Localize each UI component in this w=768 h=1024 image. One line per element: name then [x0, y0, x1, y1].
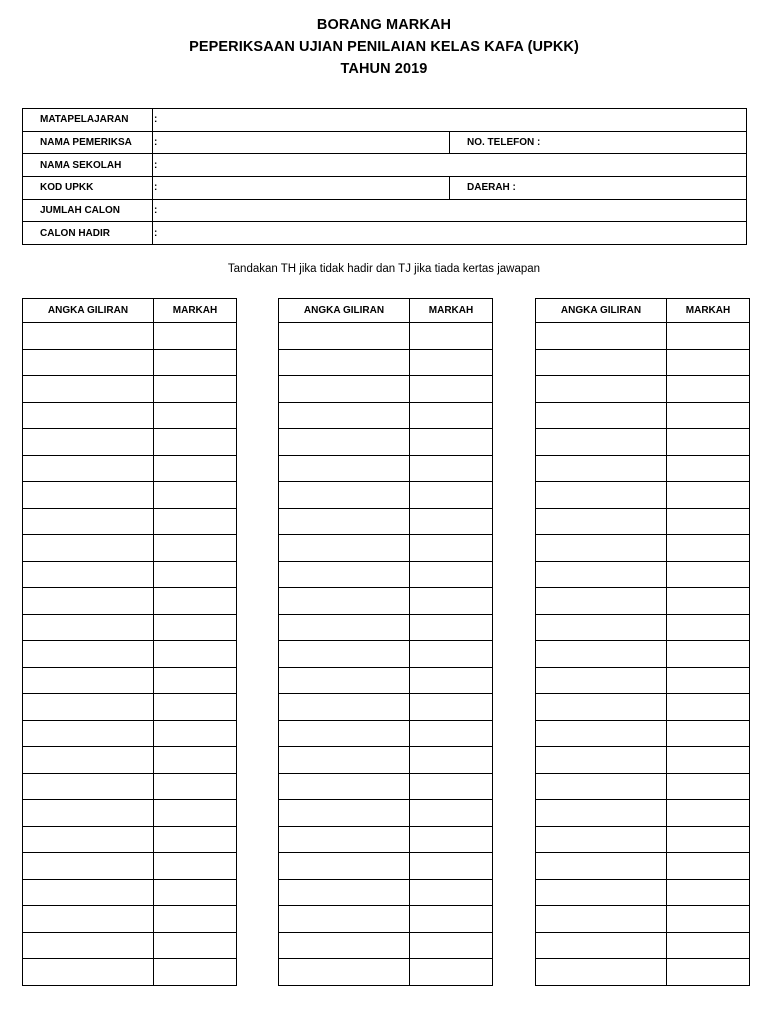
markah-cell[interactable]: [410, 773, 493, 800]
angka-giliran-cell[interactable]: [23, 667, 154, 694]
table-row: [23, 826, 237, 853]
markah-cell[interactable]: [410, 323, 493, 350]
markah-cell[interactable]: [667, 376, 750, 403]
table-row: [279, 376, 493, 403]
table-row: [279, 429, 493, 456]
angka-giliran-cell[interactable]: [23, 959, 154, 986]
header-angka-giliran: ANGKA GILIRAN: [23, 299, 154, 323]
field-no-telefon[interactable]: [450, 131, 747, 154]
angka-giliran-cell[interactable]: [23, 482, 154, 509]
markah-cell[interactable]: [154, 535, 237, 562]
markah-cell[interactable]: [667, 932, 750, 959]
table-row: [23, 535, 237, 562]
angka-giliran-cell[interactable]: [279, 349, 410, 376]
markah-cell[interactable]: [154, 482, 237, 509]
markah-cell[interactable]: [667, 747, 750, 774]
angka-giliran-cell[interactable]: [279, 508, 410, 535]
markah-cell[interactable]: [154, 455, 237, 482]
angka-giliran-cell[interactable]: [279, 959, 410, 986]
angka-giliran-cell[interactable]: [279, 455, 410, 482]
field-daerah[interactable]: [450, 177, 747, 200]
field-jumlah-calon[interactable]: [153, 199, 747, 222]
markah-cell[interactable]: [667, 323, 750, 350]
table-row: [536, 906, 750, 933]
colon: :: [154, 137, 158, 149]
marks-table-header: [23, 299, 237, 323]
table-row: [536, 376, 750, 403]
table-row: [23, 588, 237, 615]
form-header: [0, 14, 768, 80]
table-row: [279, 641, 493, 668]
row-calon-hadir: [23, 222, 747, 245]
header-angka-giliran: ANGKA GILIRAN: [279, 299, 410, 323]
table-row: [536, 482, 750, 509]
table-row: [536, 853, 750, 880]
angka-giliran-cell[interactable]: [23, 747, 154, 774]
markah-cell[interactable]: [667, 349, 750, 376]
table-row: [279, 535, 493, 562]
header-angka-giliran: ANGKA GILIRAN: [536, 299, 667, 323]
table-row: [279, 455, 493, 482]
table-row: [279, 323, 493, 350]
markah-cell[interactable]: [154, 349, 237, 376]
angka-giliran-cell[interactable]: [279, 535, 410, 562]
angka-giliran-cell[interactable]: [536, 773, 667, 800]
table-row: [279, 402, 493, 429]
table-row: [23, 455, 237, 482]
markah-cell[interactable]: [410, 694, 493, 721]
angka-giliran-cell[interactable]: [279, 376, 410, 403]
markah-cell[interactable]: [667, 641, 750, 668]
angka-giliran-cell[interactable]: [536, 482, 667, 509]
table-row: [23, 561, 237, 588]
table-row: [279, 959, 493, 986]
angka-giliran-cell[interactable]: [536, 323, 667, 350]
markah-cell[interactable]: [667, 773, 750, 800]
angka-giliran-cell[interactable]: [536, 959, 667, 986]
markah-cell[interactable]: [154, 667, 237, 694]
table-row: [536, 614, 750, 641]
colon: :: [154, 182, 158, 194]
markah-cell[interactable]: [154, 906, 237, 933]
markah-cell[interactable]: [667, 826, 750, 853]
angka-giliran-cell[interactable]: [536, 376, 667, 403]
angka-giliran-cell[interactable]: [23, 508, 154, 535]
table-row: [23, 800, 237, 827]
markah-cell[interactable]: [667, 561, 750, 588]
angka-giliran-cell[interactable]: [23, 906, 154, 933]
markah-cell[interactable]: [410, 720, 493, 747]
markah-cell[interactable]: [410, 641, 493, 668]
angka-giliran-cell[interactable]: [279, 429, 410, 456]
table-row: [536, 773, 750, 800]
row-matapelajaran: [23, 109, 747, 132]
angka-giliran-cell[interactable]: [279, 641, 410, 668]
angka-giliran-cell[interactable]: [536, 747, 667, 774]
angka-giliran-cell[interactable]: [23, 773, 154, 800]
markah-cell[interactable]: [410, 376, 493, 403]
table-row: [536, 694, 750, 721]
table-row: [279, 482, 493, 509]
table-row: [536, 879, 750, 906]
field-nama-sekolah[interactable]: [153, 154, 747, 177]
colon: :: [154, 227, 158, 239]
header-markah: MARKAH: [667, 299, 750, 323]
angka-giliran-cell[interactable]: [23, 455, 154, 482]
markah-cell[interactable]: [410, 747, 493, 774]
colon: :: [154, 114, 158, 126]
markah-cell[interactable]: [410, 800, 493, 827]
table-row: [536, 349, 750, 376]
table-row: [23, 694, 237, 721]
colon: :: [154, 159, 158, 171]
markah-cell[interactable]: [667, 455, 750, 482]
table-row: [536, 535, 750, 562]
angka-giliran-cell[interactable]: [279, 879, 410, 906]
angka-giliran-cell[interactable]: [536, 879, 667, 906]
table-row: [23, 482, 237, 509]
row-nama-sekolah: [23, 154, 747, 177]
markah-cell[interactable]: [410, 429, 493, 456]
table-row: [536, 667, 750, 694]
markah-cell[interactable]: [154, 932, 237, 959]
table-row: [23, 349, 237, 376]
markah-cell[interactable]: [410, 853, 493, 880]
label-no-telefon: NO. TELEFON :: [467, 137, 541, 149]
angka-giliran-cell[interactable]: [23, 641, 154, 668]
table-row: [279, 561, 493, 588]
label-daerah: DAERAH :: [467, 182, 516, 194]
label-calon-hadir: CALON HADIR: [23, 222, 153, 245]
table-row: [279, 667, 493, 694]
markah-cell[interactable]: [410, 535, 493, 562]
angka-giliran-cell[interactable]: [279, 694, 410, 721]
table-row: [279, 879, 493, 906]
table-row: [279, 588, 493, 615]
markah-cell[interactable]: [667, 667, 750, 694]
table-row: [279, 906, 493, 933]
markah-cell[interactable]: [410, 879, 493, 906]
markah-cell[interactable]: [410, 349, 493, 376]
table-row: [23, 932, 237, 959]
markah-cell[interactable]: [154, 800, 237, 827]
markah-cell[interactable]: [154, 959, 237, 986]
table-row: [536, 800, 750, 827]
markah-cell[interactable]: [667, 402, 750, 429]
table-row: [279, 800, 493, 827]
markah-cell[interactable]: [667, 588, 750, 615]
markah-cell[interactable]: [154, 747, 237, 774]
markah-cell[interactable]: [154, 694, 237, 721]
angka-giliran-cell[interactable]: [536, 561, 667, 588]
angka-giliran-cell[interactable]: [23, 614, 154, 641]
angka-giliran-cell[interactable]: [536, 800, 667, 827]
angka-giliran-cell[interactable]: [279, 932, 410, 959]
marks-table: [535, 298, 750, 986]
markah-cell[interactable]: [154, 429, 237, 456]
markah-cell[interactable]: [410, 588, 493, 615]
angka-giliran-cell[interactable]: [23, 349, 154, 376]
table-row: [279, 826, 493, 853]
table-row: [23, 959, 237, 986]
angka-giliran-cell[interactable]: [536, 588, 667, 615]
table-row: [279, 508, 493, 535]
angka-giliran-cell[interactable]: [279, 482, 410, 509]
table-row: [279, 694, 493, 721]
angka-giliran-cell[interactable]: [536, 853, 667, 880]
row-jumlah-calon: [23, 199, 747, 222]
table-row: [536, 747, 750, 774]
label-nama-sekolah: NAMA SEKOLAH: [23, 154, 153, 177]
table-row: [536, 455, 750, 482]
label-kod-upkk: KOD UPKK: [23, 177, 153, 200]
angka-giliran-cell[interactable]: [23, 561, 154, 588]
markah-cell[interactable]: [410, 402, 493, 429]
markah-cell[interactable]: [667, 959, 750, 986]
table-row: [23, 429, 237, 456]
angka-giliran-cell[interactable]: [536, 667, 667, 694]
angka-giliran-cell[interactable]: [279, 906, 410, 933]
angka-giliran-cell[interactable]: [536, 455, 667, 482]
table-row: [23, 747, 237, 774]
angka-giliran-cell[interactable]: [279, 323, 410, 350]
angka-giliran-cell[interactable]: [536, 614, 667, 641]
angka-giliran-cell[interactable]: [536, 349, 667, 376]
colon: :: [154, 205, 158, 217]
table-row: [23, 853, 237, 880]
markah-cell[interactable]: [154, 720, 237, 747]
angka-giliran-cell[interactable]: [279, 800, 410, 827]
angka-giliran-cell[interactable]: [23, 535, 154, 562]
header-markah: MARKAH: [154, 299, 237, 323]
table-row: [279, 853, 493, 880]
table-row: [23, 879, 237, 906]
angka-giliran-cell[interactable]: [23, 588, 154, 615]
table-row: [23, 906, 237, 933]
info-table: [22, 108, 747, 245]
markah-cell[interactable]: [154, 614, 237, 641]
markah-cell[interactable]: [410, 508, 493, 535]
table-row: [536, 323, 750, 350]
table-row: [536, 588, 750, 615]
markah-cell[interactable]: [410, 482, 493, 509]
form-year: TAHUN 2019: [340, 61, 428, 77]
field-kod-upkk[interactable]: [153, 177, 450, 200]
table-row: [536, 720, 750, 747]
table-row: [23, 614, 237, 641]
form-title: BORANG MARKAH: [316, 17, 452, 33]
table-row: [536, 429, 750, 456]
field-nama-pemeriksa[interactable]: [153, 131, 450, 154]
angka-giliran-cell[interactable]: [23, 720, 154, 747]
table-row: [279, 747, 493, 774]
header-markah: MARKAH: [410, 299, 493, 323]
markah-cell[interactable]: [667, 906, 750, 933]
angka-giliran-cell[interactable]: [23, 879, 154, 906]
angka-giliran-cell[interactable]: [279, 667, 410, 694]
angka-giliran-cell[interactable]: [279, 614, 410, 641]
markah-cell[interactable]: [154, 588, 237, 615]
angka-giliran-cell[interactable]: [279, 747, 410, 774]
markah-cell[interactable]: [667, 482, 750, 509]
angka-giliran-cell[interactable]: [536, 694, 667, 721]
table-row: [536, 508, 750, 535]
angka-giliran-cell[interactable]: [536, 429, 667, 456]
markah-cell[interactable]: [410, 614, 493, 641]
markah-cell[interactable]: [410, 561, 493, 588]
table-row: [23, 376, 237, 403]
table-row: [536, 826, 750, 853]
angka-giliran-cell[interactable]: [279, 588, 410, 615]
markah-cell[interactable]: [667, 429, 750, 456]
field-matapelajaran[interactable]: [153, 109, 747, 132]
form-subtitle: PEPERIKSAAN UJIAN PENILAIAN KELAS KAFA (UPKK): [189, 39, 579, 55]
angka-giliran-cell[interactable]: [23, 932, 154, 959]
markah-cell[interactable]: [410, 667, 493, 694]
table-row: [23, 641, 237, 668]
angka-giliran-cell[interactable]: [23, 429, 154, 456]
markah-cell[interactable]: [667, 508, 750, 535]
label-matapelajaran: MATAPELAJARAN: [23, 109, 153, 132]
markah-cell[interactable]: [667, 800, 750, 827]
markah-cell[interactable]: [410, 932, 493, 959]
table-row: [23, 720, 237, 747]
table-row: [279, 773, 493, 800]
table-row: [23, 402, 237, 429]
table-row: [536, 932, 750, 959]
markah-cell[interactable]: [667, 694, 750, 721]
angka-giliran-cell[interactable]: [23, 323, 154, 350]
table-row: [279, 932, 493, 959]
angka-giliran-cell[interactable]: [279, 853, 410, 880]
table-row: [23, 323, 237, 350]
marks-table-header: [279, 299, 493, 323]
markah-cell[interactable]: [667, 720, 750, 747]
table-row: [279, 720, 493, 747]
table-row: [536, 959, 750, 986]
row-kod-upkk: [23, 177, 747, 200]
markah-cell[interactable]: [154, 323, 237, 350]
markah-cell[interactable]: [154, 879, 237, 906]
angka-giliran-cell[interactable]: [536, 826, 667, 853]
table-row: [23, 508, 237, 535]
angka-giliran-cell[interactable]: [23, 800, 154, 827]
angka-giliran-cell[interactable]: [536, 641, 667, 668]
angka-giliran-cell[interactable]: [279, 826, 410, 853]
label-nama-pemeriksa: NAMA PEMERIKSA: [23, 131, 153, 154]
angka-giliran-cell[interactable]: [23, 826, 154, 853]
angka-giliran-cell[interactable]: [23, 376, 154, 403]
angka-giliran-cell[interactable]: [23, 402, 154, 429]
marks-table: [22, 298, 237, 986]
angka-giliran-cell[interactable]: [279, 402, 410, 429]
markah-cell[interactable]: [154, 402, 237, 429]
angka-giliran-cell[interactable]: [279, 561, 410, 588]
markah-cell[interactable]: [667, 614, 750, 641]
markah-cell[interactable]: [667, 879, 750, 906]
markah-cell[interactable]: [154, 376, 237, 403]
table-row: [536, 561, 750, 588]
markah-cell[interactable]: [410, 959, 493, 986]
markah-cell[interactable]: [667, 853, 750, 880]
markah-cell[interactable]: [154, 561, 237, 588]
marks-table-header: [536, 299, 750, 323]
field-calon-hadir[interactable]: [153, 222, 747, 245]
markah-cell[interactable]: [154, 826, 237, 853]
markah-cell[interactable]: [154, 508, 237, 535]
angka-giliran-cell[interactable]: [536, 906, 667, 933]
angka-giliran-cell[interactable]: [536, 932, 667, 959]
markah-cell[interactable]: [154, 773, 237, 800]
row-nama-pemeriksa: [23, 131, 747, 154]
markah-cell[interactable]: [410, 455, 493, 482]
angka-giliran-cell[interactable]: [536, 720, 667, 747]
table-row: [23, 667, 237, 694]
table-row: [279, 614, 493, 641]
markah-cell[interactable]: [154, 853, 237, 880]
markah-cell[interactable]: [410, 826, 493, 853]
angka-giliran-cell[interactable]: [23, 853, 154, 880]
angka-giliran-cell[interactable]: [536, 402, 667, 429]
label-jumlah-calon: JUMLAH CALON: [23, 199, 153, 222]
angka-giliran-cell[interactable]: [279, 720, 410, 747]
angka-giliran-cell[interactable]: [279, 773, 410, 800]
angka-giliran-cell[interactable]: [536, 535, 667, 562]
instruction-text: Tandakan TH jika tidak hadir dan TJ jika tiada kertas jawapan: [227, 263, 541, 275]
angka-giliran-cell[interactable]: [23, 694, 154, 721]
marks-table: [278, 298, 493, 986]
table-row: [23, 773, 237, 800]
markah-cell[interactable]: [667, 535, 750, 562]
markah-cell[interactable]: [410, 906, 493, 933]
table-row: [279, 349, 493, 376]
table-row: [536, 641, 750, 668]
angka-giliran-cell[interactable]: [536, 508, 667, 535]
markah-cell[interactable]: [154, 641, 237, 668]
table-row: [536, 402, 750, 429]
